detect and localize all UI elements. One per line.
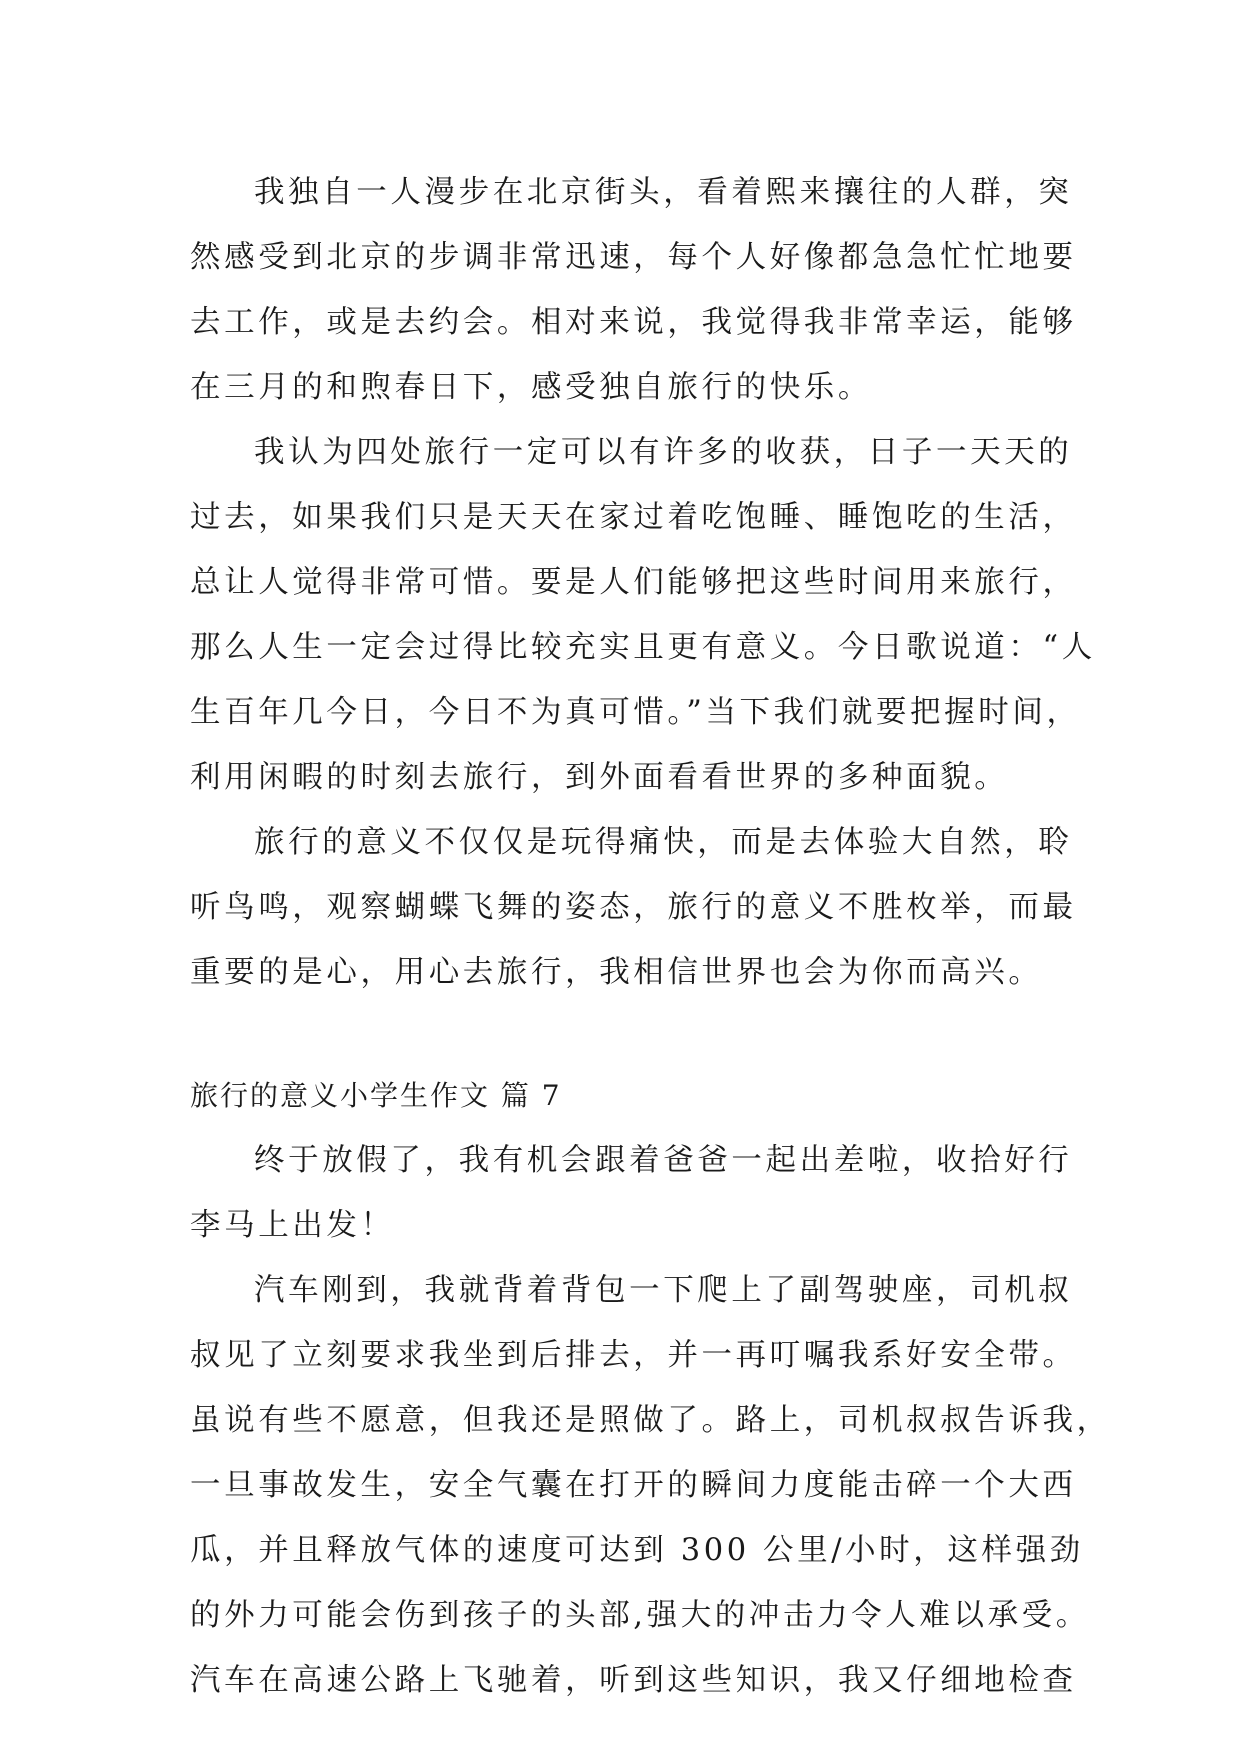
paragraph-line: 虽说有些不愿意，但我还是照做了。路上，司机叔叔告诉我， (190, 1403, 1111, 1438)
paragraph-line: 在三月的和煦春日下，感受独自旅行的快乐。 (190, 370, 872, 405)
section-spacer (190, 1005, 1060, 1063)
section-title: 旅行的意义小学生作文 篇 7 (190, 1079, 562, 1112)
paragraph-line: 我认为四处旅行一定可以有许多的收获，日子一天天的 (254, 435, 1073, 470)
paragraph-line: 然感受到北京的步调非常迅速，每个人好像都急急忙忙地要 (190, 240, 1077, 275)
paragraph (190, 1128, 1073, 1258)
paragraph-line: 李马上出发！ (190, 1208, 395, 1243)
paragraph-line: 的外力可能会伤到孩子的头部,强大的冲击力令人难以承受。 (190, 1598, 1090, 1633)
paragraph-line: 生百年几今日，今日不为真可惜。”当下我们就要把握时间， (190, 695, 1081, 730)
paragraph-line: 那么人生一定会过得比较充实且更有意义。今日歌说道：“人 (190, 630, 1096, 665)
paragraph-line: 汽车在高速公路上飞驰着，听到这些知识，我又仔细地检查 (190, 1663, 1077, 1698)
paragraph-line: 重要的是心，用心去旅行，我相信世界也会为你而高兴。 (190, 955, 1043, 990)
paragraph-line: 瓜，并且释放气体的速度可达到 300 公里/小时，这样强劲 (190, 1533, 1084, 1568)
paragraph-line: 去工作，或是去约会。相对来说，我觉得我非常幸运，能够 (190, 305, 1077, 340)
paragraph-line: 过去，如果我们只是天天在家过着吃饱睡、睡饱吃的生活， (190, 500, 1077, 535)
paragraph-line: 利用闲暇的时刻去旅行，到外面看看世界的多种面貌。 (190, 760, 1009, 795)
paragraph-line: 旅行的意义不仅仅是玩得痛快，而是去体验大自然，聆 (254, 825, 1073, 860)
paragraph-line: 终于放假了，我有机会跟着爸爸一起出差啦，收拾好行 (254, 1143, 1073, 1178)
paragraph-line: 叔见了立刻要求我坐到后排去，并一再叮嘱我系好安全带。 (190, 1338, 1077, 1373)
paragraph-line: 一旦事故发生，安全气囊在打开的瞬间力度能击碎一个大西 (190, 1468, 1077, 1503)
paragraph (190, 1258, 1111, 1713)
paragraph-line: 听鸟鸣，观察蝴蝶飞舞的姿态，旅行的意义不胜枚举，而最 (190, 890, 1077, 925)
paragraph (190, 160, 1077, 420)
paragraph-line: 汽车刚到，我就背着背包一下爬上了副驾驶座，司机叔 (254, 1273, 1073, 1308)
paragraph (190, 810, 1077, 1005)
document-body (190, 160, 1111, 1713)
paragraph (190, 420, 1096, 810)
paragraph-line: 我独自一人漫步在北京街头，看着熙来攘往的人群，突 (254, 175, 1073, 210)
paragraph-line: 总让人觉得非常可惜。要是人们能够把这些时间用来旅行， (190, 565, 1077, 600)
